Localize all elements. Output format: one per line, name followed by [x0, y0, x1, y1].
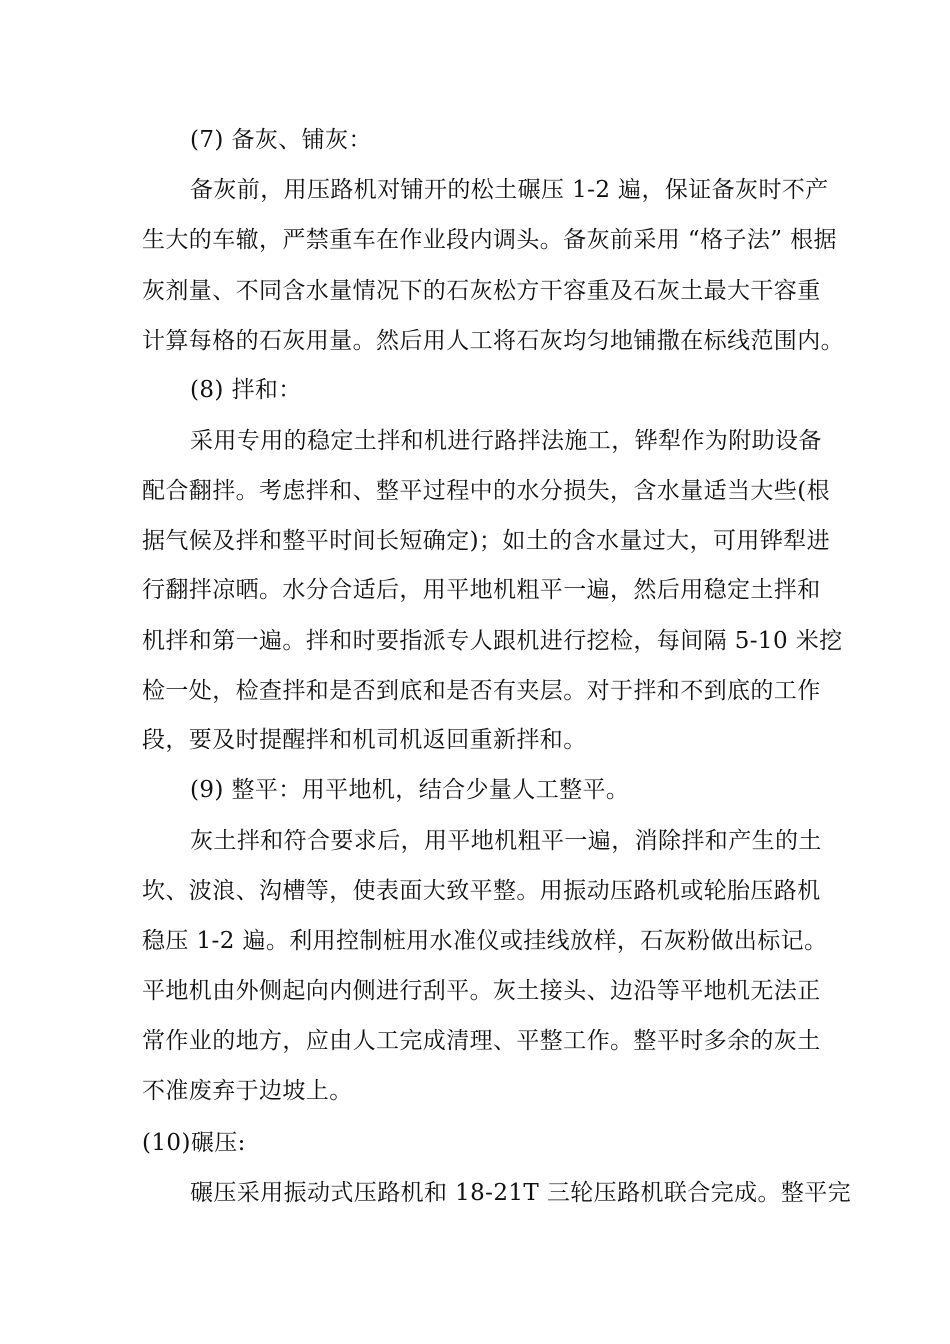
section-7-line-2: 生大的车辙，严禁重车在作业段内调头。备灰前采用 “格子法” 根据: [142, 227, 837, 253]
section-7-line-1: 备灰前，用压路机对铺开的松土碾压 1-2 遍，保证备灰时不产: [190, 177, 829, 203]
section-9-line-6: 不准废弃于边坡上。: [142, 1078, 353, 1104]
section-8-line-6: 检一处，检查拌和是否到底和是否有夹层。对于拌和不到底的工作: [142, 678, 821, 704]
section-8-line-3: 据气候及拌和整平时间长短确定)；如土的含水量过大，可用铧犁进: [142, 528, 830, 554]
section-10-heading: (10)碾压:: [142, 1130, 246, 1156]
section-10-line-1: 碾压采用振动式压路机和 18-21T 三轮压路机联合完成。整平完: [190, 1180, 852, 1206]
section-8-line-5: 机拌和第一遍。拌和时要指派专人跟机进行挖检，每间隔 5-10 米挖: [142, 628, 843, 654]
section-9-line-3: 稳压 1-2 遍。利用控制桩用水准仪或挂线放样，石灰粉做出标记。: [142, 928, 828, 954]
section-8-line-1: 采用专用的稳定土拌和机进行路拌法施工，铧犁作为附助设备: [190, 428, 822, 454]
section-9-heading: (9) 整平：用平地机，结合少量人工整平。: [190, 777, 630, 803]
section-7-heading: (7) 备灰、铺灰：: [190, 127, 372, 153]
section-8-line-7: 段，要及时提醒拌和机司机返回重新拌和。: [142, 727, 587, 753]
section-7-line-3: 灰剂量、不同含水量情况下的石灰松方干容重及石灰土最大干容重: [142, 278, 821, 304]
section-8-line-2: 配合翻拌。考虑拌和、整平过程中的水分损失，含水量适当大些(根: [142, 478, 830, 504]
section-9-line-5: 常作业的地方，应由人工完成清理、平整工作。整平时多余的灰土: [142, 1028, 821, 1054]
section-7-line-4: 计算每格的石灰用量。然后用人工将石灰均匀地铺撒在标线范围内。: [142, 328, 844, 354]
section-8-heading: (8) 拌和：: [190, 377, 302, 403]
section-9-line-4: 平地机由外侧起向内侧进行刮平。灰土接头、边沿等平地机无法正: [142, 978, 821, 1004]
section-8-line-4: 行翻拌凉晒。水分合适后，用平地机粗平一遍，然后用稳定土拌和: [142, 577, 821, 603]
section-9-line-1: 灰土拌和符合要求后，用平地机粗平一遍，消除拌和产生的土: [190, 828, 822, 854]
section-9-line-2: 坎、波浪、沟槽等，使表面大致平整。用振动压路机或轮胎压路机: [142, 878, 821, 904]
